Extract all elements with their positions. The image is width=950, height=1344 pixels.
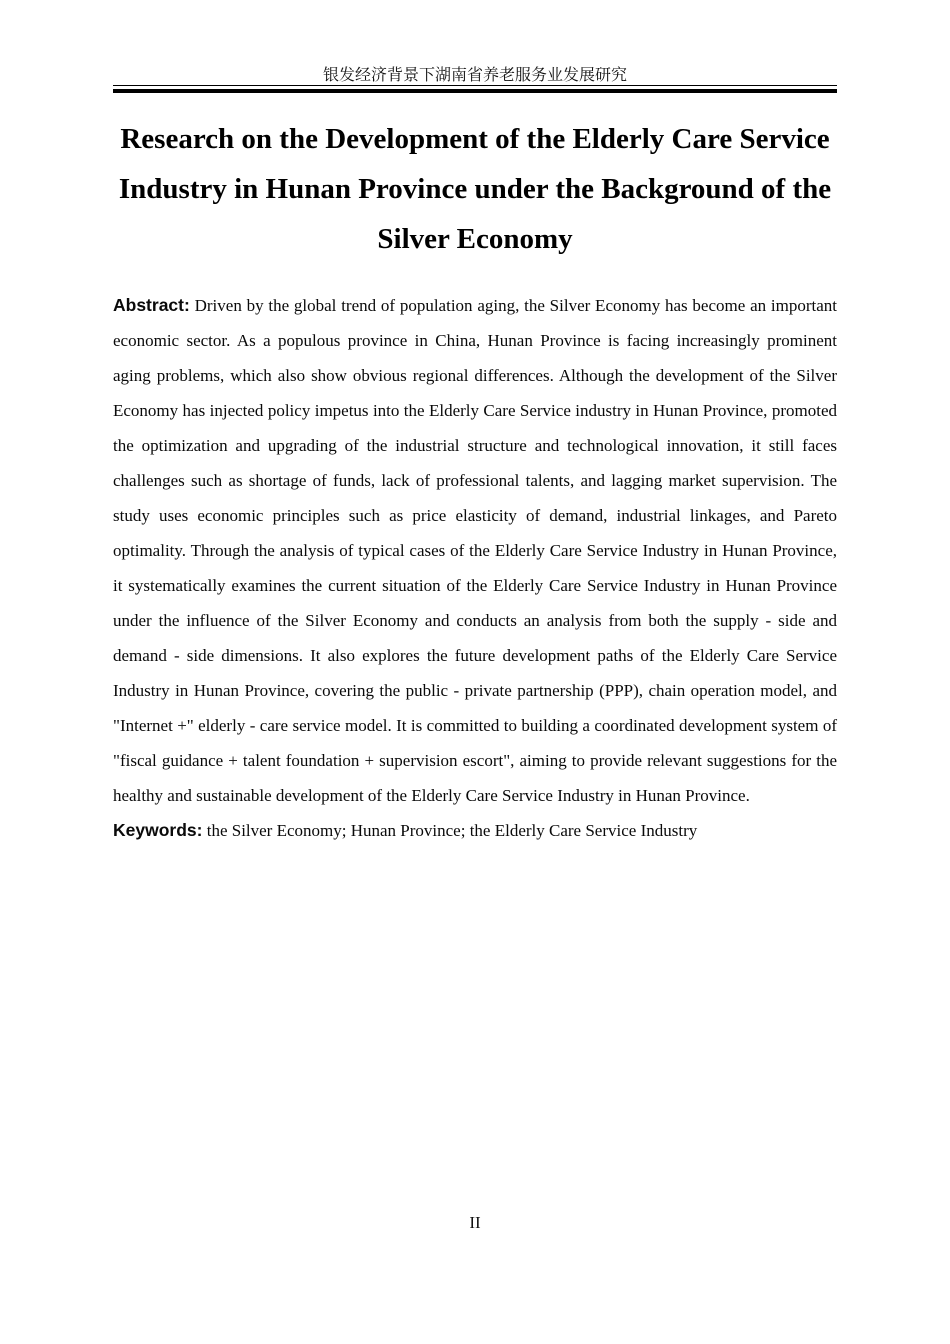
abstract-paragraph <box>113 288 837 813</box>
keywords-line <box>113 813 837 848</box>
page-number: II <box>469 1213 481 1232</box>
keywords-label: Keywords: <box>113 820 203 840</box>
abstract-text: Driven by the global trend of population aging, the Silver Economy has become an important economic sector. As a populous province in China, Hunan Province is facing increasingly prominent aging problems, which also show obvious regional differences. Although the development of the Silver Economy has injected policy impetus into the Elderly Care Service industry in Hunan Province, promoted the optimization and upgrading of the industrial structure and technological innovation, it still faces challenges such as shortage of funds, lack of professional talents, and lagging market supervision. The study uses economic principles such as price elasticity of demand, industrial linkages, and Pareto optimality. Through the analysis of typical cases of the Elderly Care Service Industry in Hunan Province, it systematically examines the current situation of the Elderly Care Service Industry in Hunan Province under the influence of the Silver Economy and conducts an analysis from both the supply - side and demand - side dimensions. It also explores the future development paths of the Elderly Care Service Industry in Hunan Province, covering the public - private partnership (PPP), chain operation model, and "Internet +" elderly - care service model. It is committed to building a coordinated development system of "fiscal guidance + talent foundation + supervision escort", aiming to provide relevant suggestions for the healthy and sustainable development of the Elderly Care Service Industry in Hunan Province. <box>113 296 837 805</box>
running-header <box>113 66 837 85</box>
running-header-text: 银发经济背景下湖南省养老服务业发展研究 <box>322 67 627 84</box>
page-title: Research on the Development of the Elderly Care Service Industry in Hunan Province under the Background of the Silver Economy <box>118 123 832 255</box>
abstract-section <box>113 288 837 848</box>
header-rule-thick <box>113 89 837 93</box>
header-rule-thin <box>113 85 837 86</box>
keywords-text: the Silver Economy; Hunan Province; the Elderly Care Service Industry <box>206 821 698 840</box>
abstract-label: Abstract: <box>113 295 190 315</box>
